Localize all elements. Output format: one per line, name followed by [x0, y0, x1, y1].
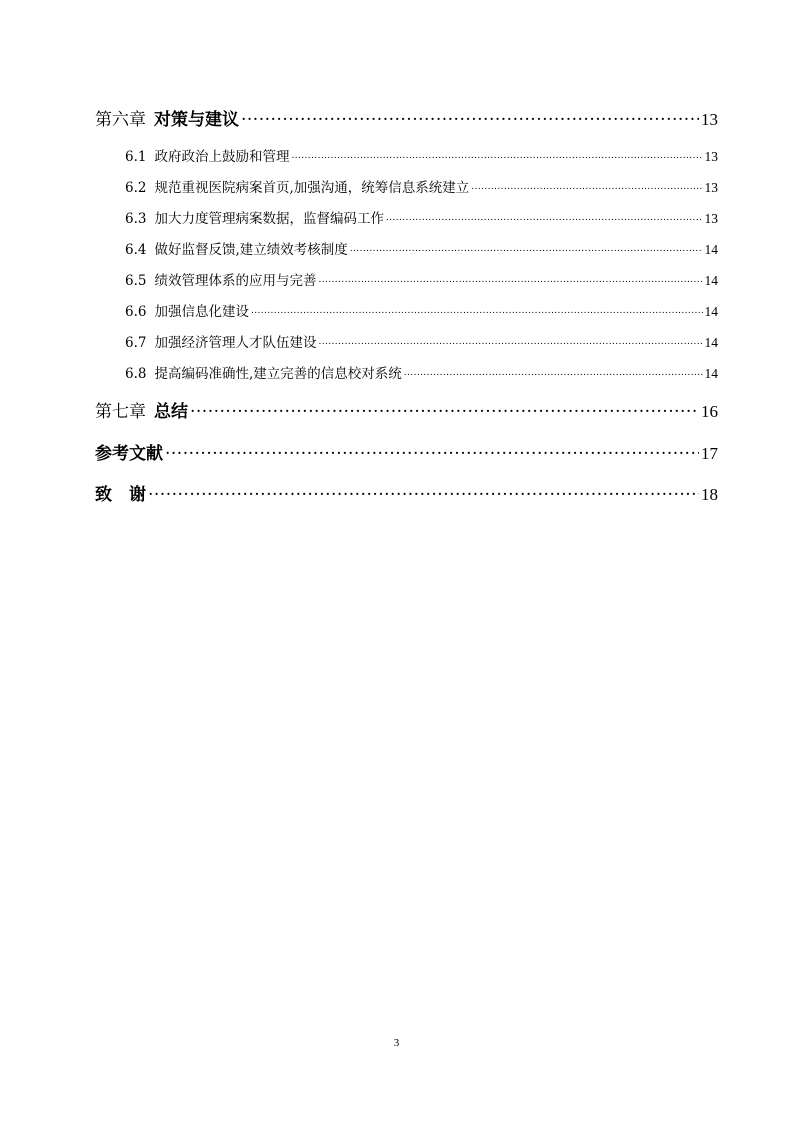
toc-entry-number: 6.1: [125, 149, 147, 165]
toc-entry-6-4[interactable]: [125, 238, 718, 258]
toc-entry-chapter-6[interactable]: [95, 105, 718, 130]
toc-entry-6-1[interactable]: [125, 145, 718, 165]
dot-leader: [404, 365, 703, 379]
dot-leader: [241, 108, 699, 125]
dot-leader: [291, 148, 702, 162]
toc-entry-6-5[interactable]: [125, 269, 718, 289]
toc-entry-page: 13: [704, 180, 718, 195]
toc-entry-page: 14: [704, 304, 718, 319]
toc-entry-page: 14: [704, 273, 718, 288]
toc-entry-page: 14: [704, 242, 718, 257]
dot-leader: [318, 272, 702, 286]
toc-entry-6-8[interactable]: [125, 362, 718, 382]
toc-entry-title: 加强经济管理人才队伍建设: [154, 335, 317, 351]
toc-entry-6-6[interactable]: [125, 300, 718, 320]
toc-entry-page: 13: [704, 149, 718, 164]
toc-entry-title: 加强信息化建设: [154, 304, 249, 320]
toc-entry-title: 绩效管理体系的应用与完善: [154, 273, 317, 289]
toc-entry-title: 政府政治上鼓励和管理: [154, 149, 290, 165]
toc-entry-number: 6.5: [125, 273, 147, 289]
toc-entry-title: 提高编码准确性,建立完善的信息校对系统: [154, 366, 402, 382]
toc-entry-references[interactable]: [95, 439, 718, 464]
toc-entry-number: 第七章: [95, 402, 146, 422]
dot-leader: [251, 303, 703, 317]
toc-entry-page: 18: [701, 485, 718, 504]
toc-entry-page: 13: [701, 110, 718, 129]
toc-entry-page: 16: [701, 402, 718, 421]
toc-entry-page: 14: [704, 366, 718, 381]
toc-entry-number: 6.7: [125, 335, 147, 351]
toc-entry-6-2[interactable]: [125, 176, 718, 196]
toc-entry-6-7[interactable]: [125, 331, 718, 351]
page-number: 3: [393, 1037, 400, 1049]
toc-entry-page: 17: [701, 444, 718, 463]
toc-entry-number: 6.4: [125, 242, 147, 258]
toc-entry-acknowledgements[interactable]: [95, 480, 718, 505]
toc-entry-number: 6.6: [125, 304, 147, 320]
dot-leader: [471, 179, 702, 193]
toc-entry-number: 第六章: [95, 110, 146, 130]
toc-entry-6-3[interactable]: [125, 207, 718, 227]
toc-entry-title: 总结: [154, 402, 188, 422]
toc-entry-title: 加大力度管理病案数据，监督编码工作: [154, 211, 384, 227]
dot-leader: [148, 483, 699, 500]
dot-leader: [190, 400, 699, 417]
toc-entry-title: 致 谢: [95, 485, 146, 505]
dot-leader: [350, 241, 703, 255]
toc-entry-title: 对策与建议: [154, 110, 239, 130]
dot-leader: [318, 334, 702, 348]
toc-entry-number: 6.8: [125, 366, 147, 382]
toc-entry-title: 规范重视医院病案首页,加强沟通，统筹信息系统建立: [154, 180, 470, 196]
dot-leader: [386, 210, 703, 224]
dot-leader: [165, 442, 699, 459]
toc-entry-title: 参考文献: [95, 444, 163, 464]
toc-entry-number: 6.2: [125, 180, 147, 196]
table-of-contents: [0, 0, 793, 520]
toc-entry-title: 做好监督反馈,建立绩效考核制度: [154, 242, 348, 258]
toc-entry-page: 13: [704, 211, 718, 226]
toc-entry-chapter-7[interactable]: [95, 397, 718, 422]
toc-entry-number: 6.3: [125, 211, 147, 227]
toc-entry-page: 14: [704, 335, 718, 350]
